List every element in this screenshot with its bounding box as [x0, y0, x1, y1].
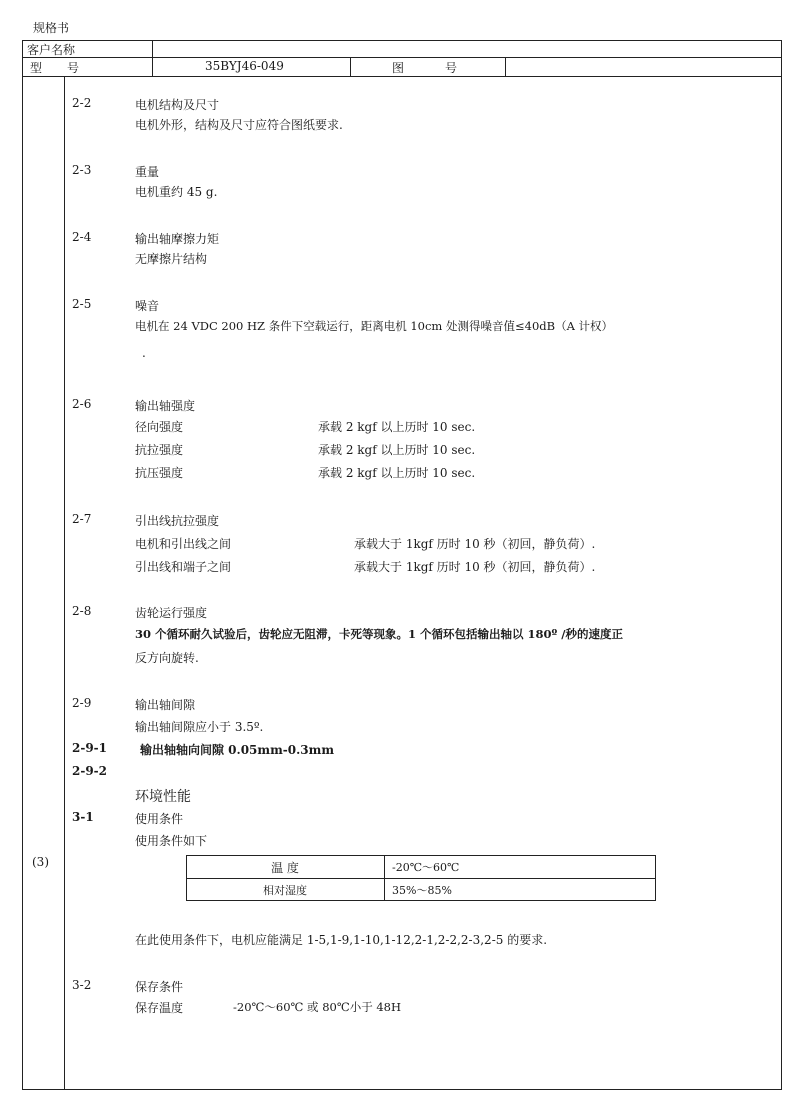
- section-number: 2-6: [72, 397, 92, 411]
- divider: [350, 57, 351, 76]
- section-text: 输出轴间隙应小于 3.5º.: [135, 720, 264, 734]
- strength-label: 抗拉强度: [135, 443, 184, 457]
- lead-strength-label: 电机和引出线之间: [135, 537, 232, 551]
- section-number: 2-8: [72, 604, 92, 618]
- section-number: 2-7: [72, 512, 92, 526]
- section-number: 3-2: [72, 978, 92, 992]
- strength-label: 抗压强度: [135, 466, 184, 480]
- section-title: 使用条件: [135, 812, 184, 826]
- divider: [152, 40, 153, 76]
- table-cell-label: 相对湿度: [263, 884, 307, 897]
- model-label-1: 型: [30, 61, 43, 75]
- section-number: 2-9-1: [72, 741, 108, 755]
- lead-strength-label: 引出线和端子之间: [135, 560, 232, 574]
- lead-strength-value: 承载大于 1kgf 历时 10 秒（初回，静负荷）.: [354, 560, 596, 574]
- section-number: 2-9: [72, 696, 92, 710]
- section-title: 引出线抗拉强度: [135, 514, 220, 528]
- section-text-cont: 反方向旋转.: [135, 651, 199, 665]
- strength-value: 承载 2 kgf 以上历时 10 sec.: [318, 443, 476, 457]
- section-title: 输出轴强度: [135, 399, 196, 413]
- chapter-number: (3): [32, 855, 49, 869]
- storage-value: -20℃～60℃ 或 80℃小于 48H: [233, 1000, 402, 1014]
- section-number: 2-3: [72, 163, 92, 177]
- section-text-cont: .: [142, 346, 146, 360]
- drawing-label-2: 号: [445, 61, 458, 75]
- table-cell-label: 温 度: [271, 861, 299, 875]
- chapter-title: 环境性能: [135, 789, 191, 805]
- divider: [22, 57, 782, 58]
- divider: [64, 76, 65, 1090]
- section-number: 2-9-2: [72, 764, 108, 778]
- table-cell-value: 35%～85%: [392, 884, 452, 897]
- section-title: 齿轮运行强度: [135, 606, 208, 620]
- storage-label: 保存温度: [135, 1001, 184, 1015]
- section-number: 2-5: [72, 297, 92, 311]
- model-number-value: 35BYJ46-049: [205, 59, 284, 73]
- strength-value: 承载 2 kgf 以上历时 10 sec.: [318, 466, 476, 480]
- section-title: 噪音: [135, 299, 160, 313]
- section-number: 2-2: [72, 96, 92, 110]
- section-title: 输出轴摩擦力矩: [135, 232, 220, 246]
- section-text: 使用条件如下: [135, 834, 208, 848]
- model-label-2: 号: [67, 61, 80, 75]
- section-text: 30 个循环耐久试验后，齿轮应无阻滞，卡死等现象。1 个循环包括输出轴以 180º /秒的速度正: [135, 627, 623, 641]
- section-number: 3-1: [72, 810, 94, 824]
- customer-name-label: 客户名称: [27, 43, 76, 57]
- divider: [505, 57, 506, 76]
- strength-label: 径向强度: [135, 420, 184, 434]
- strength-value: 承载 2 kgf 以上历时 10 sec.: [318, 420, 476, 434]
- section-title: 重量: [135, 165, 160, 179]
- section-title: 保存条件: [135, 980, 184, 994]
- section-title: 输出轴间隙: [135, 698, 196, 712]
- section-text: 电机在 24 VDC 200 HZ 条件下空载运行，距离电机 10cm 处测得噪音值≤40dB（A 计权）: [135, 319, 614, 333]
- table-cell-value: -20℃～60℃: [392, 861, 460, 874]
- section-text: 电机外形，结构及尺寸应符合图纸要求.: [135, 118, 343, 132]
- document-title: 规格书: [33, 21, 70, 35]
- section-note: 在此使用条件下，电机应能满足 1-5,1-9,1-10,1-12,2-1,2-2,2-3,2-5 的要求.: [135, 933, 548, 947]
- section-text: 电机重约 45 g.: [135, 185, 218, 199]
- lead-strength-value: 承载大于 1kgf 历时 10 秒（初回，静负荷）.: [354, 537, 596, 551]
- section-number: 2-4: [72, 230, 92, 244]
- divider: [22, 76, 782, 77]
- section-text: 输出轴轴向间隙 0.05mm-0.3mm: [140, 743, 335, 757]
- divider: [384, 855, 385, 901]
- drawing-label-1: 图: [392, 61, 405, 75]
- section-text: 无摩擦片结构: [135, 252, 208, 266]
- section-title: 电机结构及尺寸: [135, 98, 220, 112]
- divider: [186, 878, 656, 879]
